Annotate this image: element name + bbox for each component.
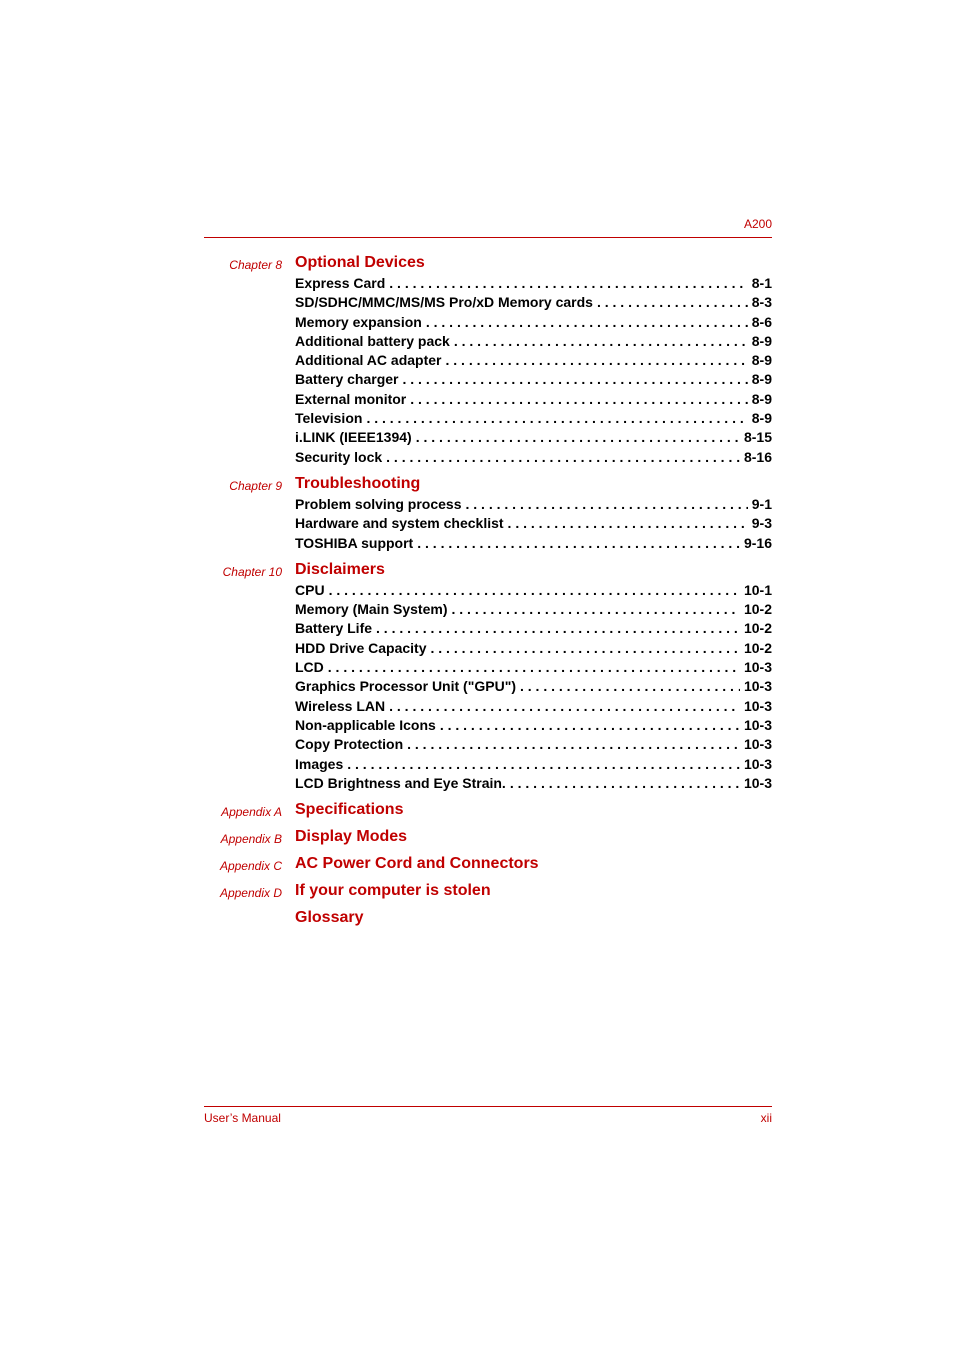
toc-entry-page: 10-3 <box>743 716 772 733</box>
toc-entry-title: Additional battery pack <box>295 332 450 349</box>
header-rule <box>204 237 772 238</box>
toc-entry-page: 10-3 <box>743 678 772 695</box>
toc-entry-title: Memory expansion <box>295 313 422 330</box>
toc-entry-page: 10-2 <box>743 620 772 637</box>
toc-entry-page: 10-3 <box>743 697 772 714</box>
toc-entry-link[interactable] <box>295 428 772 447</box>
toc-section-heading <box>204 561 772 581</box>
toc-entry-page: 8-9 <box>751 332 772 349</box>
toc-entry-list <box>295 495 772 553</box>
toc-section-title-link[interactable]: Troubleshooting <box>295 474 421 492</box>
toc-entry-title: Television <box>295 410 363 427</box>
toc-section-heading <box>204 855 772 875</box>
dot-leader <box>376 619 740 638</box>
toc-entry-title: Graphics Processor Unit ("GPU") <box>295 678 516 695</box>
toc-section <box>204 882 772 902</box>
dot-leader <box>426 313 748 332</box>
toc-entry-page: 9-16 <box>743 534 772 551</box>
dot-leader <box>454 332 748 351</box>
toc-section-heading <box>204 254 772 274</box>
toc-entry-link[interactable] <box>295 495 772 514</box>
toc-section-title-link[interactable]: Specifications <box>295 801 404 819</box>
toc-entry-page: 10-2 <box>743 601 772 618</box>
toc-entry-title: LCD Brightness and Eye Strain. <box>295 774 506 791</box>
toc-entry-title: Battery Life <box>295 620 373 637</box>
toc-entry-link[interactable] <box>295 774 772 793</box>
toc-section-heading <box>204 475 772 495</box>
toc-section-title-link[interactable]: AC Power Cord and Connectors <box>295 855 539 873</box>
dot-leader <box>417 534 740 553</box>
toc-section-label: Chapter 8 <box>229 258 282 272</box>
dot-leader <box>508 514 748 533</box>
toc-entry-title: Wireless LAN <box>295 697 386 714</box>
dot-leader <box>407 735 740 754</box>
toc-section-title-link[interactable]: Disclaimers <box>295 560 385 578</box>
dot-leader <box>520 677 740 696</box>
footer-rule <box>204 1106 772 1107</box>
toc-entry-title: HDD Drive Capacity <box>295 639 427 656</box>
toc-entry-link[interactable] <box>295 448 772 467</box>
toc-section <box>204 561 772 793</box>
toc-section-heading <box>204 828 772 848</box>
dot-leader <box>440 716 740 735</box>
toc-section-heading <box>204 909 772 929</box>
toc-entry-page: 10-3 <box>743 755 772 772</box>
toc-section-label: Appendix B <box>220 832 282 847</box>
toc-entry-link[interactable] <box>295 332 772 351</box>
toc-entry-title: CPU <box>295 581 325 598</box>
toc-entry-link[interactable] <box>295 313 772 332</box>
toc-entry-link[interactable] <box>295 755 772 774</box>
dot-leader <box>416 428 740 447</box>
toc-entry-link[interactable] <box>295 735 772 754</box>
toc-section-title-link[interactable]: Glossary <box>295 909 364 927</box>
dot-leader <box>347 755 740 774</box>
dot-leader <box>389 274 747 293</box>
dot-leader <box>403 370 748 389</box>
toc-entry-link[interactable] <box>295 600 772 619</box>
toc-entry-link[interactable] <box>295 534 772 553</box>
toc-section <box>204 475 772 553</box>
toc-entry-page: 10-2 <box>743 639 772 656</box>
toc-entry-title: External monitor <box>295 390 407 407</box>
toc-entry-page: 8-9 <box>751 410 772 427</box>
toc-entry-link[interactable] <box>295 619 772 638</box>
toc-entry-link[interactable] <box>295 274 772 293</box>
toc-section-label: Appendix A <box>221 805 282 820</box>
toc-section-label: Chapter 10 <box>222 564 282 579</box>
toc-entry-page: 8-1 <box>751 275 772 291</box>
footer-page-number: xii <box>760 1111 772 1125</box>
toc-entry-page: 10-1 <box>743 581 772 598</box>
toc-entry-title: Battery charger <box>295 371 399 388</box>
toc-entry-page: 9-3 <box>751 515 772 532</box>
dot-leader <box>386 448 740 467</box>
toc-entry-link[interactable] <box>295 370 772 389</box>
toc-entry-link[interactable] <box>295 639 772 658</box>
dot-leader <box>410 390 748 409</box>
toc-entry-page: 8-9 <box>751 371 772 388</box>
toc-entry-page: 10-3 <box>743 774 772 791</box>
toc-section-heading <box>204 882 772 902</box>
toc-entry-page: 10-3 <box>743 659 772 676</box>
toc-entry-title: LCD <box>295 659 324 676</box>
toc-entry-title: SD/SDHC/MMC/MS/MS Pro/xD Memory cards <box>295 294 593 311</box>
toc-entry-page: 10-3 <box>743 736 772 753</box>
table-of-contents <box>204 254 772 936</box>
toc-entry-title: i.LINK (IEEE1394) <box>295 429 412 446</box>
toc-entry-link[interactable] <box>295 677 772 696</box>
toc-entry-title: Images <box>295 755 344 772</box>
toc-section <box>204 909 772 929</box>
dot-leader <box>597 293 748 312</box>
dot-leader <box>328 658 740 677</box>
dot-leader <box>389 697 740 716</box>
toc-entry-page: 8-3 <box>751 294 772 311</box>
toc-entry-title: Security lock <box>295 448 383 465</box>
toc-entry-link[interactable] <box>295 293 772 312</box>
toc-section-title-link[interactable]: Optional Devices <box>295 254 425 271</box>
toc-entry-page: 8-9 <box>751 390 772 407</box>
dot-leader <box>466 495 748 514</box>
toc-entry-title: Memory (Main System) <box>295 601 448 618</box>
dot-leader <box>431 639 740 658</box>
toc-entry-page: 8-16 <box>743 448 772 465</box>
header-model: A200 <box>743 217 772 231</box>
toc-section <box>204 801 772 821</box>
toc-section <box>204 254 772 467</box>
toc-entry-list <box>295 581 772 793</box>
toc-entry-page: 8-9 <box>751 352 772 369</box>
toc-entry-title: Problem solving process <box>295 495 462 512</box>
toc-section-title-link[interactable]: Display Modes <box>295 828 408 846</box>
toc-entry-title: Non-applicable Icons <box>295 716 436 733</box>
toc-entry-link[interactable] <box>295 514 772 533</box>
dot-leader <box>446 351 748 370</box>
toc-entry-link[interactable] <box>295 697 772 716</box>
toc-entry-title: Hardware and system checklist <box>295 515 504 532</box>
toc-section-label: Appendix D <box>219 886 282 901</box>
toc-entry-link[interactable] <box>295 390 772 409</box>
toc-entry-title: TOSHIBA support <box>295 534 414 551</box>
toc-section-heading <box>204 801 772 821</box>
toc-entry-link[interactable] <box>295 658 772 677</box>
toc-entry-link[interactable] <box>295 716 772 735</box>
toc-entry-title: Additional AC adapter <box>295 352 442 369</box>
toc-section <box>204 855 772 875</box>
toc-section-title-link[interactable]: If your computer is stolen <box>295 882 491 900</box>
dot-leader <box>510 774 740 793</box>
toc-section <box>204 828 772 848</box>
dot-leader <box>451 600 739 619</box>
toc-entry-title: Express Card <box>295 275 386 291</box>
toc-entry-link[interactable] <box>295 409 772 428</box>
toc-section-label: Appendix C <box>219 859 282 874</box>
toc-entry-title: Copy Protection <box>295 736 404 753</box>
toc-section-label: Chapter 9 <box>229 478 282 493</box>
dot-leader <box>366 409 747 428</box>
toc-entry-list <box>295 274 772 467</box>
toc-entry-link[interactable] <box>295 581 772 600</box>
toc-entry-page: 8-6 <box>751 313 772 330</box>
dot-leader <box>329 581 740 600</box>
toc-entry-page: 9-1 <box>751 495 772 512</box>
toc-entry-link[interactable] <box>295 351 772 370</box>
footer-manual-title: User’s Manual <box>204 1111 281 1125</box>
toc-entry-page: 8-15 <box>743 429 772 446</box>
